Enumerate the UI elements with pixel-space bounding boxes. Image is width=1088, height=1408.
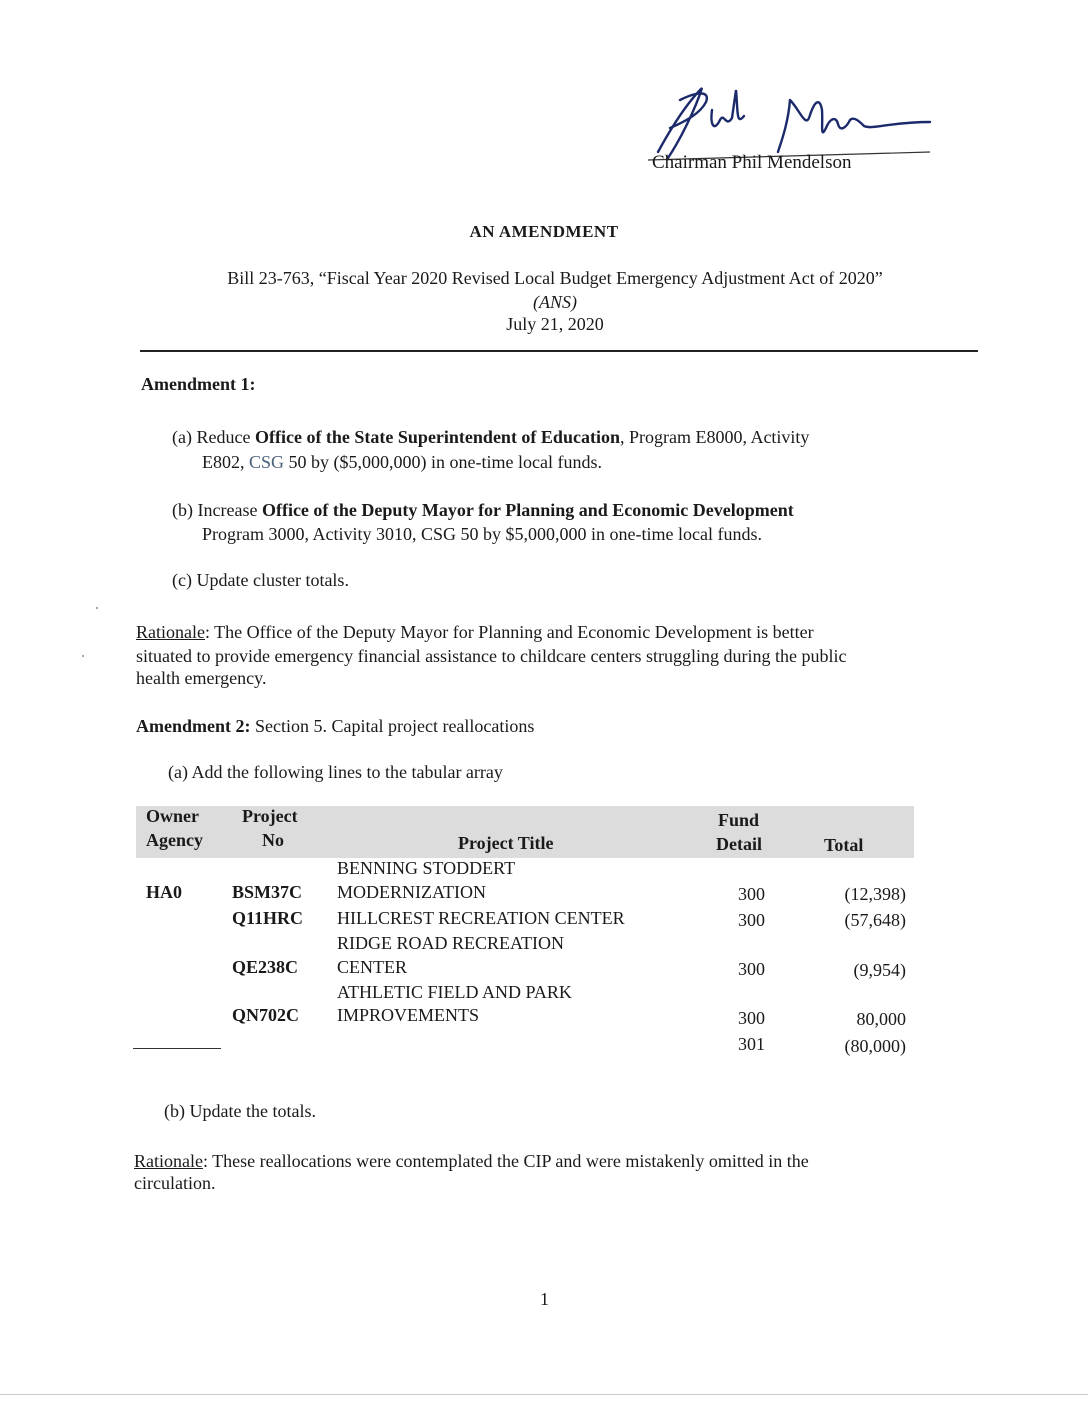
- header-owner-line2: Agency: [146, 830, 203, 850]
- amendment1-item-b: [172, 499, 972, 521]
- item-text: 50 by ($5,000,000) in one-time local funds.: [284, 452, 602, 472]
- amendment2-item-a: (a) Add the following lines to the tabular array: [168, 762, 503, 782]
- rationale-text: : These reallocations were contemplated the CIP and were mistakenly omitted in the: [202, 1151, 809, 1171]
- heading-rest: Section 5. Capital project reallocations: [250, 716, 535, 736]
- cell-project: BSM37C: [232, 882, 303, 902]
- cell-agency: HA0: [146, 882, 182, 902]
- cell-fund: 300: [738, 959, 765, 979]
- item-label: (b): [172, 500, 193, 520]
- item-text: Update cluster totals.: [196, 570, 349, 590]
- amendment1-rationale-line2: situated to provide emergency financial assistance to childcare centers struggling during the public: [136, 646, 847, 666]
- header-fund-line2: Detail: [716, 834, 762, 854]
- cell-title-line1: BENNING STODDERT: [337, 858, 516, 878]
- cell-project: QE238C: [232, 957, 299, 977]
- item-label: (a): [172, 427, 192, 447]
- header-project-line2: No: [262, 830, 284, 850]
- item-text: E802,: [202, 452, 249, 472]
- header-fund-line1: Fund: [718, 810, 760, 830]
- cell-project: QN702C: [232, 1005, 299, 1025]
- title-divider: [140, 350, 978, 352]
- amendment2-heading: [136, 715, 534, 737]
- amendment2-rationale-line2: circulation.: [134, 1173, 216, 1193]
- signature-caption: Chairman Phil Mendelson: [652, 152, 852, 173]
- cell-total: (9,954): [853, 960, 906, 980]
- amendment1-rationale: [136, 621, 986, 643]
- amendment1-heading: Amendment 1:: [141, 374, 256, 394]
- item-post: , Program E8000, Activity: [619, 427, 810, 447]
- scan-edge-line: [0, 1394, 1088, 1395]
- rationale-text: : The Office of the Deputy Mayor for Planning and Economic Development is better: [204, 622, 814, 642]
- table-footer-rule: [133, 1048, 221, 1049]
- rationale-label: Rationale: [134, 1151, 203, 1171]
- agency-name: Office of the Deputy Mayor for Planning and Economic Development: [261, 500, 794, 520]
- header-owner-line1: Owner: [146, 806, 199, 826]
- header-project-title: Project Title: [458, 833, 554, 853]
- cell-title-line2: MODERNIZATION: [337, 882, 486, 902]
- csg-label: CSG: [249, 452, 285, 472]
- cell-project: Q11HRC: [232, 908, 304, 928]
- cell-total: (80,000): [844, 1036, 906, 1056]
- cell-fund: 300: [738, 884, 765, 904]
- cell-total: (12,398): [844, 884, 906, 904]
- heading-label: Amendment 2:: [136, 716, 251, 736]
- cell-title-line2: IMPROVEMENTS: [337, 1005, 480, 1025]
- cell-title-line1: RIDGE ROAD RECREATION: [337, 933, 564, 953]
- ans-line: (ANS): [533, 292, 577, 312]
- document-title: AN AMENDMENT: [469, 222, 619, 241]
- agency-name: Office of the State Superintendent of Education: [254, 427, 620, 447]
- amendment1-item-a-line2: [202, 451, 962, 473]
- amendment1-item-c: [172, 569, 349, 591]
- date-line: July 21, 2020: [506, 314, 604, 334]
- item-label: (c): [172, 570, 192, 590]
- scan-speck: [96, 607, 98, 609]
- scan-speck: [82, 655, 84, 657]
- amendment1-rationale-line3: health emergency.: [136, 668, 267, 688]
- page-number: 1: [540, 1289, 549, 1309]
- amendment1-item-b-line2: Program 3000, Activity 3010, CSG 50 by $5,000,000 in one-time local funds.: [202, 524, 762, 544]
- cell-title-line2: CENTER: [337, 957, 407, 977]
- cell-fund: 300: [738, 1008, 765, 1028]
- amendment2-item-b: (b) Update the totals.: [164, 1101, 316, 1121]
- item-pre: Increase: [197, 500, 262, 520]
- cell-title-line1: HILLCREST RECREATION CENTER: [337, 908, 625, 928]
- item-pre: Reduce: [196, 427, 255, 447]
- bill-line: Bill 23-763, “Fiscal Year 2020 Revised Local Budget Emergency Adjustment Act of 2020”: [227, 268, 883, 288]
- cell-fund: 301: [738, 1034, 765, 1054]
- amendment2-rationale: [134, 1150, 984, 1172]
- cell-fund: 300: [738, 910, 765, 930]
- header-project-line1: Project: [242, 806, 298, 826]
- header-total: Total: [824, 835, 864, 855]
- amendment1-item-a: [172, 426, 952, 448]
- cell-total: (57,648): [844, 910, 906, 930]
- cell-total: 80,000: [856, 1009, 906, 1029]
- cell-title-line1: ATHLETIC FIELD AND PARK: [337, 982, 572, 1002]
- rationale-label: Rationale: [136, 622, 205, 642]
